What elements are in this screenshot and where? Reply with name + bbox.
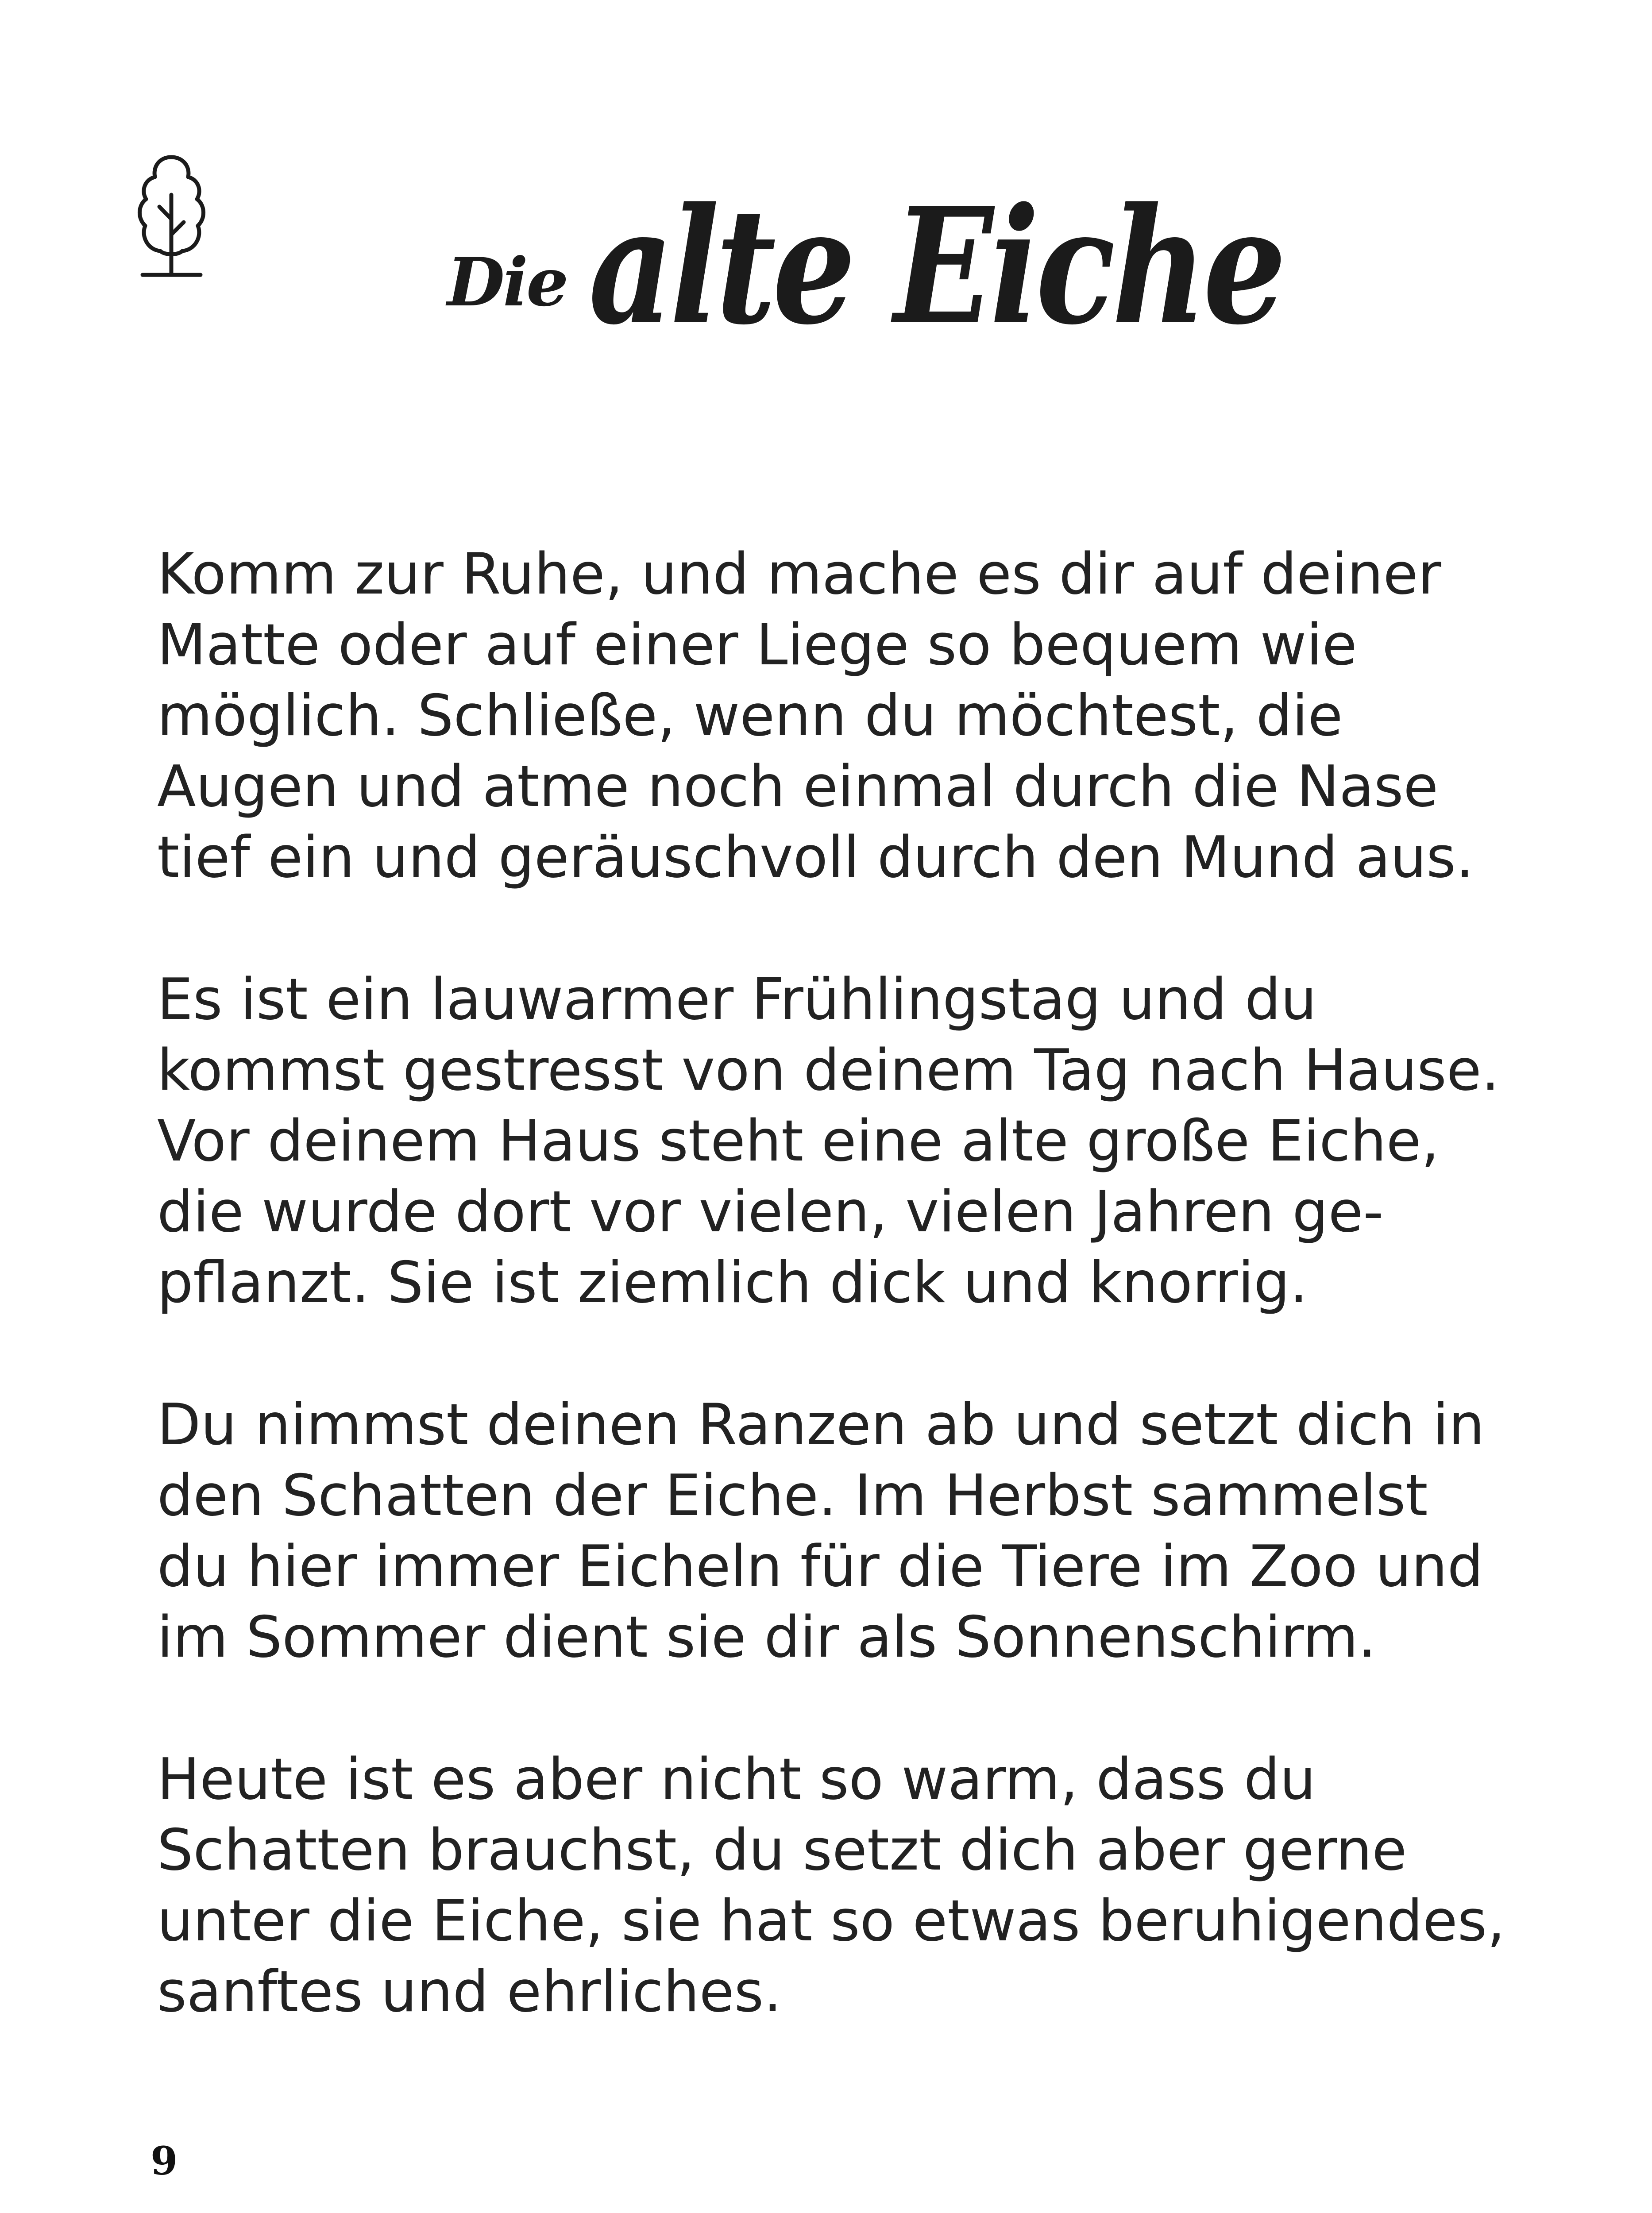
paragraph [157,539,1507,893]
text-line: Du nimmst deinen Ranzen ab und setzt dich in [157,1392,1485,1458]
paragraph [157,964,1507,1319]
title-big: alte Eiche [589,173,1283,360]
title-small: Die [447,243,567,321]
text-line: du hier immer Eicheln für die Tiere im Zoo und [157,1534,1483,1600]
tree-icon [133,153,210,285]
text-line: Es ist ein lauwarmer Frühlingstag und du [157,967,1317,1033]
text-line: im Sommer dient sie dir als Sonnenschirm. [157,1604,1376,1670]
paragraph [157,1744,1507,2028]
text-line: den Schatten der Eiche. Im Herbst sammelst [157,1463,1428,1529]
text-line: tief ein und geräuschvoll durch den Mund aus. [157,825,1474,891]
text-line: möglich. Schließe, wenn du möchtest, die [157,683,1343,749]
text-line: Komm zur Ruhe, und mache es dir auf deiner [157,541,1441,607]
text-line: die wurde dort vor vielen, vielen Jahren ge- [157,1179,1384,1245]
text-line: Heute ist es aber nicht so warm, dass du [157,1746,1316,1812]
text-line: Schatten brauchst, du setzt dich aber gerne [157,1817,1407,1883]
text-line: sanftes und ehrliches. [157,1959,782,2025]
body-text [157,539,1507,2099]
text-line: Augen und atme noch einmal durch die Nase [157,754,1439,820]
paragraph [157,1390,1507,1673]
page-title [447,173,1283,394]
text-line: Matte oder auf einer Liege so bequem wie [157,612,1357,678]
text-line: pflanzt. Sie ist ziemlich dick und knorrig. [157,1250,1308,1316]
page-number: 9 [151,2138,178,2184]
text-line: kommst gestresst von deinem Tag nach Hause. [157,1037,1500,1103]
text-line: Vor deinem Haus steht eine alte große Eiche, [157,1108,1440,1174]
text-line: unter die Eiche, sie hat so etwas beruhigendes, [157,1888,1505,1954]
